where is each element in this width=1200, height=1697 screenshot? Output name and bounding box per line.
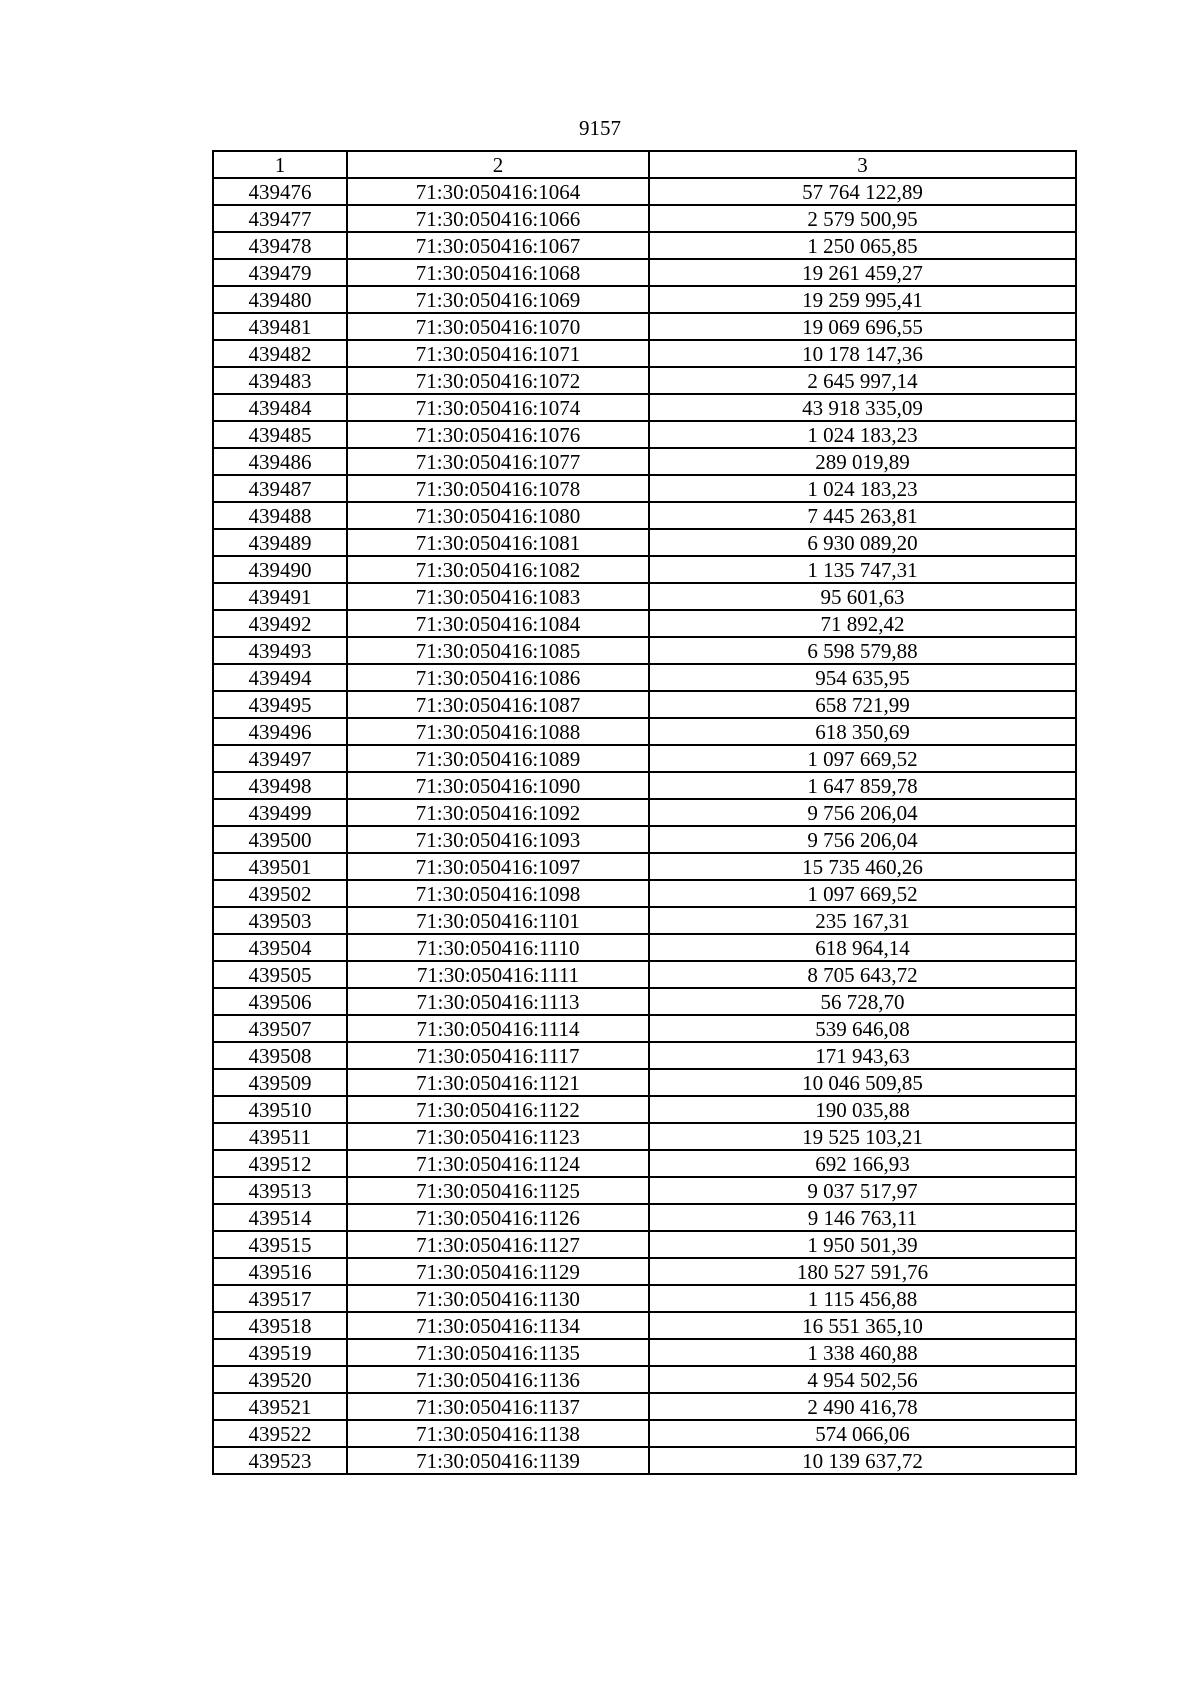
cadastral-number-cell: 71:30:050416:1084 — [347, 610, 649, 637]
row-number-cell: 439517 — [213, 1285, 347, 1312]
cadastral-number-cell: 71:30:050416:1097 — [347, 853, 649, 880]
cadastral-number-cell: 71:30:050416:1078 — [347, 475, 649, 502]
table-row — [213, 1150, 1076, 1177]
cadastral-number-cell: 71:30:050416:1129 — [347, 1258, 649, 1285]
row-number-cell: 439494 — [213, 664, 347, 691]
cadastral-number-cell: 71:30:050416:1137 — [347, 1393, 649, 1420]
column-header-1: 1 — [213, 151, 347, 178]
table-row — [213, 1420, 1076, 1447]
table-row — [213, 232, 1076, 259]
cadastral-number-cell: 71:30:050416:1067 — [347, 232, 649, 259]
row-number-cell: 439515 — [213, 1231, 347, 1258]
value-cell: 6 930 089,20 — [649, 529, 1076, 556]
row-number-cell: 439516 — [213, 1258, 347, 1285]
cadastral-number-cell: 71:30:050416:1134 — [347, 1312, 649, 1339]
value-cell: 95 601,63 — [649, 583, 1076, 610]
cadastral-number-cell: 71:30:050416:1081 — [347, 529, 649, 556]
value-cell: 618 964,14 — [649, 934, 1076, 961]
table-row — [213, 718, 1076, 745]
row-number-cell: 439483 — [213, 367, 347, 394]
cadastral-number-cell: 71:30:050416:1072 — [347, 367, 649, 394]
row-number-cell: 439507 — [213, 1015, 347, 1042]
row-number-cell: 439485 — [213, 421, 347, 448]
table-row — [213, 745, 1076, 772]
row-number-cell: 439504 — [213, 934, 347, 961]
table-row — [213, 664, 1076, 691]
value-cell: 6 598 579,88 — [649, 637, 1076, 664]
table-row — [213, 448, 1076, 475]
value-cell: 43 918 335,09 — [649, 394, 1076, 421]
value-cell: 8 705 643,72 — [649, 961, 1076, 988]
table-row — [213, 286, 1076, 313]
row-number-cell: 439491 — [213, 583, 347, 610]
table-row — [213, 907, 1076, 934]
table-row — [213, 1258, 1076, 1285]
value-cell: 57 764 122,89 — [649, 178, 1076, 205]
table-row — [213, 1447, 1076, 1474]
row-number-cell: 439479 — [213, 259, 347, 286]
row-number-cell: 439520 — [213, 1366, 347, 1393]
cadastral-number-cell: 71:30:050416:1070 — [347, 313, 649, 340]
table-row — [213, 637, 1076, 664]
row-number-cell: 439502 — [213, 880, 347, 907]
table-row — [213, 853, 1076, 880]
table-row — [213, 1285, 1076, 1312]
cadastral-number-cell: 71:30:050416:1080 — [347, 502, 649, 529]
column-header-2: 2 — [347, 151, 649, 178]
value-cell: 4 954 502,56 — [649, 1366, 1076, 1393]
row-number-cell: 439505 — [213, 961, 347, 988]
value-cell: 56 728,70 — [649, 988, 1076, 1015]
table-row — [213, 1204, 1076, 1231]
value-cell: 692 166,93 — [649, 1150, 1076, 1177]
table-row — [213, 799, 1076, 826]
value-cell: 1 250 065,85 — [649, 232, 1076, 259]
row-number-cell: 439511 — [213, 1123, 347, 1150]
row-number-cell: 439477 — [213, 205, 347, 232]
page-number: 9157 — [579, 116, 621, 140]
table-header — [213, 151, 1076, 178]
row-number-cell: 439503 — [213, 907, 347, 934]
column-header-3: 3 — [649, 151, 1076, 178]
value-cell: 1 024 183,23 — [649, 421, 1076, 448]
cadastral-number-cell: 71:30:050416:1093 — [347, 826, 649, 853]
value-cell: 539 646,08 — [649, 1015, 1076, 1042]
cadastral-number-cell: 71:30:050416:1127 — [347, 1231, 649, 1258]
value-cell: 9 756 206,04 — [649, 799, 1076, 826]
row-number-cell: 439486 — [213, 448, 347, 475]
value-cell: 10 178 147,36 — [649, 340, 1076, 367]
row-number-cell: 439492 — [213, 610, 347, 637]
row-number-cell: 439493 — [213, 637, 347, 664]
cadastral-number-cell: 71:30:050416:1098 — [347, 880, 649, 907]
value-cell: 618 350,69 — [649, 718, 1076, 745]
table-row — [213, 961, 1076, 988]
value-cell: 9 146 763,11 — [649, 1204, 1076, 1231]
cadastral-number-cell: 71:30:050416:1086 — [347, 664, 649, 691]
value-cell: 19 261 459,27 — [649, 259, 1076, 286]
table-row — [213, 1177, 1076, 1204]
table-row — [213, 421, 1076, 448]
value-cell: 1 338 460,88 — [649, 1339, 1076, 1366]
row-number-cell: 439482 — [213, 340, 347, 367]
table-row — [213, 205, 1076, 232]
table-row — [213, 1096, 1076, 1123]
value-cell: 19 525 103,21 — [649, 1123, 1076, 1150]
value-cell: 16 551 365,10 — [649, 1312, 1076, 1339]
value-cell: 190 035,88 — [649, 1096, 1076, 1123]
value-cell: 1 950 501,39 — [649, 1231, 1076, 1258]
cadastral-number-cell: 71:30:050416:1123 — [347, 1123, 649, 1150]
row-number-cell: 439506 — [213, 988, 347, 1015]
table-row — [213, 691, 1076, 718]
cadastral-number-cell: 71:30:050416:1092 — [347, 799, 649, 826]
value-cell: 574 066,06 — [649, 1420, 1076, 1447]
row-number-cell: 439512 — [213, 1150, 347, 1177]
cadastral-number-cell: 71:30:050416:1121 — [347, 1069, 649, 1096]
value-cell: 658 721,99 — [649, 691, 1076, 718]
cadastral-number-cell: 71:30:050416:1077 — [347, 448, 649, 475]
header-row — [213, 151, 1076, 178]
cadastral-number-cell: 71:30:050416:1130 — [347, 1285, 649, 1312]
table-row — [213, 259, 1076, 286]
value-cell: 19 069 696,55 — [649, 313, 1076, 340]
value-cell: 2 579 500,95 — [649, 205, 1076, 232]
cadastral-number-cell: 71:30:050416:1101 — [347, 907, 649, 934]
cadastral-number-cell: 71:30:050416:1117 — [347, 1042, 649, 1069]
row-number-cell: 439497 — [213, 745, 347, 772]
cadastral-number-cell: 71:30:050416:1136 — [347, 1366, 649, 1393]
row-number-cell: 439499 — [213, 799, 347, 826]
value-cell: 2 490 416,78 — [649, 1393, 1076, 1420]
row-number-cell: 439522 — [213, 1420, 347, 1447]
table-row — [213, 1393, 1076, 1420]
cadastral-number-cell: 71:30:050416:1124 — [347, 1150, 649, 1177]
row-number-cell: 439508 — [213, 1042, 347, 1069]
table-body — [213, 178, 1076, 1474]
table-row — [213, 583, 1076, 610]
row-number-cell: 439488 — [213, 502, 347, 529]
cadastral-number-cell: 71:30:050416:1074 — [347, 394, 649, 421]
table-row — [213, 988, 1076, 1015]
row-number-cell: 439498 — [213, 772, 347, 799]
row-number-cell: 439513 — [213, 1177, 347, 1204]
cadastral-number-cell: 71:30:050416:1111 — [347, 961, 649, 988]
cadastral-number-cell: 71:30:050416:1082 — [347, 556, 649, 583]
table-row — [213, 367, 1076, 394]
table-row — [213, 313, 1076, 340]
table-row — [213, 475, 1076, 502]
value-cell: 954 635,95 — [649, 664, 1076, 691]
cadastral-number-cell: 71:30:050416:1138 — [347, 1420, 649, 1447]
value-cell: 180 527 591,76 — [649, 1258, 1076, 1285]
table-row — [213, 1312, 1076, 1339]
table-row — [213, 880, 1076, 907]
cadastral-number-cell: 71:30:050416:1069 — [347, 286, 649, 313]
table-row — [213, 1069, 1076, 1096]
cadastral-number-cell: 71:30:050416:1068 — [347, 259, 649, 286]
row-number-cell: 439484 — [213, 394, 347, 421]
value-cell: 2 645 997,14 — [649, 367, 1076, 394]
value-cell: 1 135 747,31 — [649, 556, 1076, 583]
row-number-cell: 439478 — [213, 232, 347, 259]
value-cell: 1 115 456,88 — [649, 1285, 1076, 1312]
table-row — [213, 1015, 1076, 1042]
row-number-cell: 439523 — [213, 1447, 347, 1474]
cadastral-number-cell: 71:30:050416:1110 — [347, 934, 649, 961]
value-cell: 15 735 460,26 — [649, 853, 1076, 880]
table-row — [213, 394, 1076, 421]
value-cell: 1 097 669,52 — [649, 745, 1076, 772]
row-number-cell: 439500 — [213, 826, 347, 853]
table-row — [213, 1231, 1076, 1258]
table-row — [213, 178, 1076, 205]
cadastral-number-cell: 71:30:050416:1088 — [347, 718, 649, 745]
cadastral-number-cell: 71:30:050416:1135 — [347, 1339, 649, 1366]
row-number-cell: 439496 — [213, 718, 347, 745]
table-row — [213, 502, 1076, 529]
value-cell: 289 019,89 — [649, 448, 1076, 475]
value-cell: 10 046 509,85 — [649, 1069, 1076, 1096]
table-row — [213, 826, 1076, 853]
value-cell: 71 892,42 — [649, 610, 1076, 637]
cadastral-number-cell: 71:30:050416:1071 — [347, 340, 649, 367]
row-number-cell: 439521 — [213, 1393, 347, 1420]
cadastral-number-cell: 71:30:050416:1125 — [347, 1177, 649, 1204]
row-number-cell: 439518 — [213, 1312, 347, 1339]
value-cell: 10 139 637,72 — [649, 1447, 1076, 1474]
table-row — [213, 772, 1076, 799]
table-row — [213, 529, 1076, 556]
cadastral-number-cell: 71:30:050416:1087 — [347, 691, 649, 718]
row-number-cell: 439495 — [213, 691, 347, 718]
table-row — [213, 1366, 1076, 1393]
value-cell: 1 647 859,78 — [649, 772, 1076, 799]
cadastral-number-cell: 71:30:050416:1066 — [347, 205, 649, 232]
row-number-cell: 439476 — [213, 178, 347, 205]
cadastral-number-cell: 71:30:050416:1126 — [347, 1204, 649, 1231]
cadastral-number-cell: 71:30:050416:1076 — [347, 421, 649, 448]
value-cell: 1 097 669,52 — [649, 880, 1076, 907]
cadastral-number-cell: 71:30:050416:1089 — [347, 745, 649, 772]
value-cell: 7 445 263,81 — [649, 502, 1076, 529]
value-cell: 9 037 517,97 — [649, 1177, 1076, 1204]
row-number-cell: 439514 — [213, 1204, 347, 1231]
cadastral-number-cell: 71:30:050416:1122 — [347, 1096, 649, 1123]
row-number-cell: 439490 — [213, 556, 347, 583]
row-number-cell: 439480 — [213, 286, 347, 313]
table-row — [213, 1042, 1076, 1069]
row-number-cell: 439487 — [213, 475, 347, 502]
cadastral-number-cell: 71:30:050416:1114 — [347, 1015, 649, 1042]
row-number-cell: 439501 — [213, 853, 347, 880]
value-cell: 1 024 183,23 — [649, 475, 1076, 502]
cadastral-number-cell: 71:30:050416:1090 — [347, 772, 649, 799]
row-number-cell: 439519 — [213, 1339, 347, 1366]
value-cell: 171 943,63 — [649, 1042, 1076, 1069]
value-cell: 19 259 995,41 — [649, 286, 1076, 313]
cadastral-number-cell: 71:30:050416:1064 — [347, 178, 649, 205]
row-number-cell: 439489 — [213, 529, 347, 556]
table-row — [213, 610, 1076, 637]
row-number-cell: 439481 — [213, 313, 347, 340]
value-cell: 9 756 206,04 — [649, 826, 1076, 853]
registry-table — [212, 150, 1077, 1475]
table-row — [213, 1339, 1076, 1366]
cadastral-number-cell: 71:30:050416:1113 — [347, 988, 649, 1015]
cadastral-number-cell: 71:30:050416:1139 — [347, 1447, 649, 1474]
cadastral-number-cell: 71:30:050416:1083 — [347, 583, 649, 610]
row-number-cell: 439509 — [213, 1069, 347, 1096]
value-cell: 235 167,31 — [649, 907, 1076, 934]
table-row — [213, 556, 1076, 583]
table-row — [213, 934, 1076, 961]
row-number-cell: 439510 — [213, 1096, 347, 1123]
table-row — [213, 340, 1076, 367]
table-row — [213, 1123, 1076, 1150]
cadastral-number-cell: 71:30:050416:1085 — [347, 637, 649, 664]
